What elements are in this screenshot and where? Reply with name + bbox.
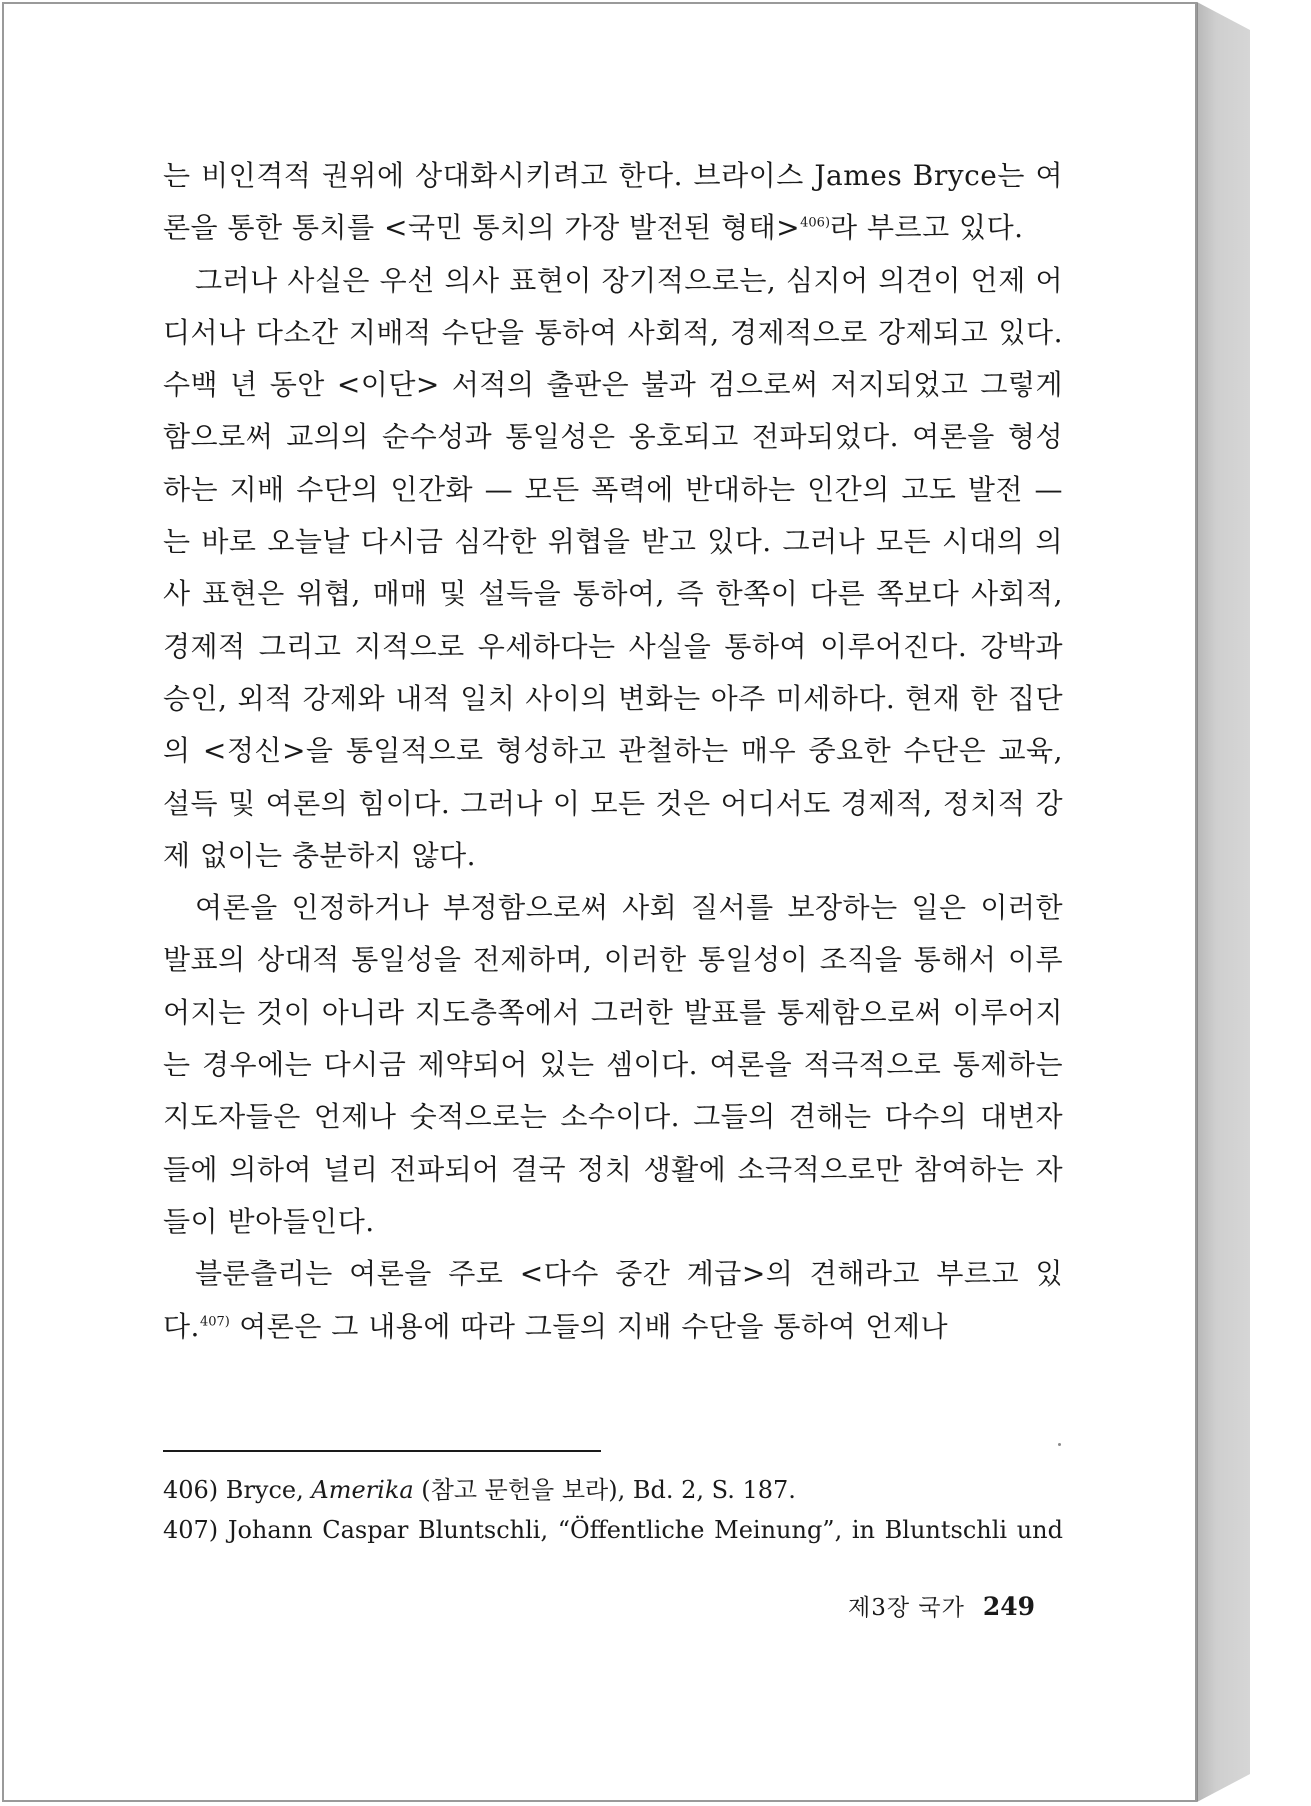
paragraph-1-text-b: 라 부르고 있다. xyxy=(830,211,1024,245)
footnote-ref-406: 406) xyxy=(800,215,831,231)
body-text xyxy=(163,150,1063,1353)
paragraph-3: 여론을 인정하거나 부정함으로써 사회 질서를 보장하는 일은 이러한 발표의 상대적 통일성을 전제하며, 이러한 통일성이 조직을 통해서 이루어지는 것이 아니라 지도층쪽에서 그러한 발표를 통제함으로써 이루어지는 경우에는 다시금 제약되어 있는 셈이다. 여론을 적극적으로 통제하는 지도자들은 언제나 숫적으로는 소수이다. 그들의 견해는 다수의 대변자들에 의하여 널리 전파되어 결국 정치 생활에 소극적으로만 참여하는 자들이 받아들인다. xyxy=(163,891,1063,1238)
paragraph-1-text-a: 는 비인격적 권위에 상대화시키려고 한다. 브라이스 James Bryce는 여론을 통한 통치를 <국민 통치의 가장 발전된 형태> xyxy=(163,159,1063,245)
footnote-406-text-b: (참고 문헌을 보라), Bd. 2, S. 187. xyxy=(413,1476,796,1504)
footnote-407: 407) Johann Caspar Bluntschli, “Öffentliche Meinung”, in Bluntschli und xyxy=(163,1516,1063,1544)
running-footer xyxy=(848,1589,1035,1622)
paragraph-2: 그러나 사실은 우선 의사 표현이 장기적으로는, 심지어 의견이 언제 어디서나 다소간 지배적 수단을 통하여 사회적, 경제적으로 강제되고 있다. 수백 년 동안 <이단> 서적의 출판은 불과 검으로써 저지되었고 그렇게 함으로써 교의의 순수성과 통일성은 옹호되고 전파되었다. 여론을 형성하는 지배 수단의 인간화 — 모든 폭력에 반대하는 인간의 고도 발전 — 는 바로 오늘날 다시금 심각한 위협을 받고 있다. 그러나 모든 시대의 의사 표현은 위협, 매매 및 설득을 통하여, 즉 한쪽이 다른 쪽보다 사회적, 경제적 그리고 지적으로 우세하다는 사실을 통하여 이루어진다. 강박과 승인, 외적 강제와 내적 일치 사이의 변화는 아주 미세하다. 현재 한 집단의 <정신>을 통일적으로 형성하고 관철하는 매우 중요한 수단은 교육, 설득 및 여론의 힘이다. 그러나 이 모든 것은 어디서도 경제적, 정치적 강제 없이는 충분하지 않다. xyxy=(163,263,1063,872)
scan-speck xyxy=(1058,1443,1061,1446)
paragraph-4 xyxy=(163,1248,1063,1353)
chapter-label: 제3장 국가 xyxy=(848,1595,965,1621)
paragraph-1 xyxy=(163,150,1063,255)
footnote-406-text-a: 406) Bryce, xyxy=(163,1476,312,1504)
footnote-ref-407: 407) xyxy=(199,1314,230,1330)
paragraph-4-text-b: 여론은 그 내용에 따라 그들의 지배 수단을 통하여 언제나 xyxy=(229,1309,949,1343)
book-spine-edge xyxy=(1197,2,1250,1802)
footnotes xyxy=(163,1470,1063,1550)
footnote-406 xyxy=(163,1470,1063,1510)
paragraph-4-text-a: 블룬츨리는 여론을 주로 <다수 중간 계급>의 견해라고 부르고 있다. xyxy=(163,1257,1063,1343)
page-number: 249 xyxy=(982,1592,1036,1621)
footnote-406-title: Amerika xyxy=(311,1476,414,1504)
footnote-separator xyxy=(163,1450,601,1452)
